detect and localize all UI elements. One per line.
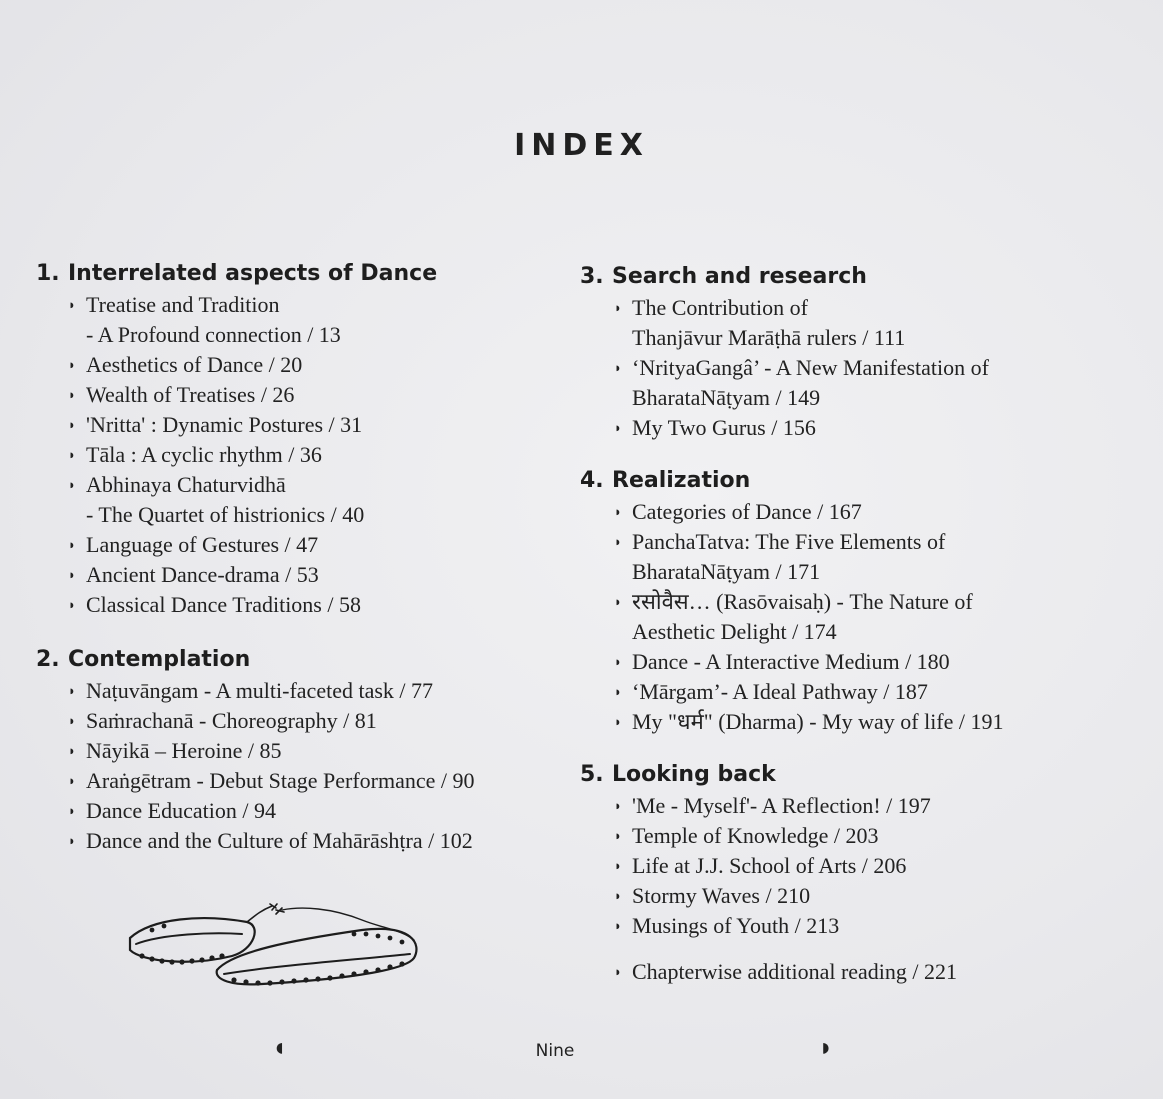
entry-text: Language of Gestures / 47 [86, 532, 319, 557]
index-entry[interactable] [36, 736, 556, 766]
entry-text: Categories of Dance / 167 [632, 499, 862, 524]
entry-text: Naṭuvāngam - A multi-faceted task / 77 [86, 678, 434, 703]
entry-text: My "धर्म" (Dharma) - My way of life / 191 [632, 709, 1004, 734]
entry-text: Chapterwise additional reading / 221 [632, 959, 958, 984]
section-heading [36, 644, 556, 676]
entry-text-cont: BharataNāṭyam / 171 [632, 559, 821, 584]
section-number: 1. [36, 261, 60, 286]
index-entry[interactable] [36, 380, 556, 410]
entry-text: My Two Gurus / 156 [632, 415, 816, 440]
bullet-icon: ◗ [68, 537, 76, 552]
index-entry[interactable] [580, 497, 1140, 527]
index-entry[interactable] [36, 796, 556, 826]
anklet-bells-icon [122, 900, 432, 990]
entry-text: Temple of Knowledge / 203 [632, 823, 879, 848]
prev-page-icon: ◖ [276, 1040, 284, 1056]
bullet-icon: ◗ [614, 504, 622, 519]
entry-text: Treatise and Tradition [86, 292, 280, 317]
index-entry[interactable] [580, 677, 1140, 707]
bullet-icon: ◗ [614, 798, 622, 813]
entry-text: The Contribution of [632, 295, 808, 320]
index-entry-additional-reading[interactable] [580, 957, 1140, 987]
section-number: 4. [580, 468, 604, 493]
entry-text: 'Nritta' : Dynamic Postures / 31 [86, 412, 363, 437]
section-title: Search and research [612, 264, 867, 289]
index-entry[interactable] [36, 590, 556, 620]
page-number: Nine [535, 1041, 575, 1061]
index-entry[interactable] [580, 413, 1140, 443]
entry-text: Tāla : A cyclic rhythm / 36 [86, 442, 322, 467]
entry-text-cont: - The Quartet of histrionics / 40 [86, 502, 365, 527]
bullet-icon: ◗ [614, 654, 622, 669]
index-entry[interactable] [580, 707, 1140, 737]
entry-text: ‘Mārgam’- A Ideal Pathway / 187 [632, 679, 928, 704]
entry-text-cont: - A Profound connection / 13 [86, 322, 341, 347]
entry-text: Aesthetics of Dance / 20 [86, 352, 303, 377]
entry-text-cont: Thanjāvur Marāṭhā rulers / 111 [632, 325, 906, 350]
index-entry[interactable] [580, 587, 1140, 647]
bullet-icon: ◗ [68, 743, 76, 758]
section-title: Looking back [612, 762, 776, 787]
entry-text: Dance Education / 94 [86, 798, 276, 823]
section-number: 2. [36, 647, 60, 672]
bullet-icon: ◗ [68, 387, 76, 402]
bullet-icon: ◗ [614, 594, 622, 609]
left-column [36, 258, 556, 856]
entry-text: ‘NrityaGangâ’ - A New Manifestation of [632, 355, 989, 380]
entry-text: Musings of Youth / 213 [632, 913, 840, 938]
bullet-icon: ◗ [614, 534, 622, 549]
entry-text: रसोवैस… (Rasōvaisaḥ) - The Nature of [632, 589, 973, 614]
bullet-icon: ◗ [614, 918, 622, 933]
bullet-icon: ◗ [614, 684, 622, 699]
index-entry[interactable] [580, 881, 1140, 911]
bullet-icon: ◗ [614, 360, 622, 375]
index-entry[interactable] [36, 440, 556, 470]
bullet-icon: ◗ [68, 803, 76, 818]
entry-text: Araṅgētram - Debut Stage Performance / 90 [86, 768, 475, 793]
entry-text: Classical Dance Traditions / 58 [86, 592, 361, 617]
entry-text: Stormy Waves / 210 [632, 883, 811, 908]
index-entry[interactable] [36, 290, 556, 350]
section-heading [580, 261, 1140, 293]
bullet-icon: ◗ [68, 683, 76, 698]
section-2 [36, 644, 556, 856]
bullet-icon: ◗ [68, 297, 76, 312]
bullet-icon: ◗ [614, 858, 622, 873]
section-title: Realization [612, 468, 751, 493]
bullet-icon: ◗ [614, 300, 622, 315]
index-entry[interactable] [36, 676, 556, 706]
entry-text-cont: BharataNāṭyam / 149 [632, 385, 821, 410]
bullet-icon: ◗ [68, 567, 76, 582]
section-number: 3. [580, 264, 604, 289]
section-5 [580, 759, 1140, 941]
section-heading [580, 759, 1140, 791]
entry-text: Ancient Dance-drama / 53 [86, 562, 319, 587]
section-title: Interrelated aspects of Dance [68, 261, 438, 286]
page-title: INDEX [514, 128, 649, 163]
index-entry[interactable] [36, 410, 556, 440]
bullet-icon: ◗ [68, 833, 76, 848]
entry-text: Nāyikā – Heroine / 85 [86, 738, 282, 763]
right-column [580, 261, 1140, 987]
entry-text: Abhinaya Chaturvidhā [86, 472, 286, 497]
index-entry[interactable] [36, 766, 556, 796]
index-entry[interactable] [36, 826, 556, 856]
section-1 [36, 258, 556, 620]
entry-text: 'Me - Myself'- A Reflection! / 197 [632, 793, 931, 818]
section-number: 5. [580, 762, 604, 787]
index-entry[interactable] [580, 851, 1140, 881]
entry-text: Dance - A Interactive Medium / 180 [632, 649, 950, 674]
index-entry[interactable] [580, 647, 1140, 677]
index-entry[interactable] [36, 470, 556, 530]
page-footer [0, 1040, 1163, 1064]
bullet-icon: ◗ [68, 417, 76, 432]
entry-text: PanchaTatva: The Five Elements of [632, 529, 946, 554]
bullet-icon: ◗ [68, 597, 76, 612]
entry-text: Dance and the Culture of Mahārāshṭra / 102 [86, 828, 473, 853]
bullet-icon: ◗ [614, 828, 622, 843]
index-entry[interactable] [36, 560, 556, 590]
index-entry[interactable] [580, 353, 1140, 413]
bullet-icon: ◗ [68, 357, 76, 372]
bullet-icon: ◗ [614, 714, 622, 729]
bullet-icon: ◗ [68, 713, 76, 728]
section-4 [580, 465, 1140, 737]
section-3 [580, 261, 1140, 443]
entry-text: Wealth of Treatises / 26 [86, 382, 295, 407]
index-entry[interactable] [580, 821, 1140, 851]
bullet-icon: ◗ [68, 447, 76, 462]
section-heading [36, 258, 556, 290]
index-entry[interactable] [580, 911, 1140, 941]
index-entry[interactable] [36, 530, 556, 560]
bullet-icon: ◗ [68, 773, 76, 788]
index-entry[interactable] [36, 350, 556, 380]
index-entry[interactable] [36, 706, 556, 736]
section-heading [580, 465, 1140, 497]
bullet-icon: ◗ [614, 420, 622, 435]
entry-text-cont: Aesthetic Delight / 174 [632, 619, 837, 644]
section-title: Contemplation [68, 647, 251, 672]
index-entry[interactable] [580, 293, 1140, 353]
bullet-icon: ◗ [614, 888, 622, 903]
entry-text: Life at J.J. School of Arts / 206 [632, 853, 907, 878]
index-entry[interactable] [580, 527, 1140, 587]
entry-text: Saṁrachanā - Choreography / 81 [86, 708, 377, 733]
bullet-icon: ◗ [68, 477, 76, 492]
next-page-icon: ◗ [822, 1040, 830, 1056]
index-entry[interactable] [580, 791, 1140, 821]
bullet-icon: ◗ [614, 964, 622, 979]
